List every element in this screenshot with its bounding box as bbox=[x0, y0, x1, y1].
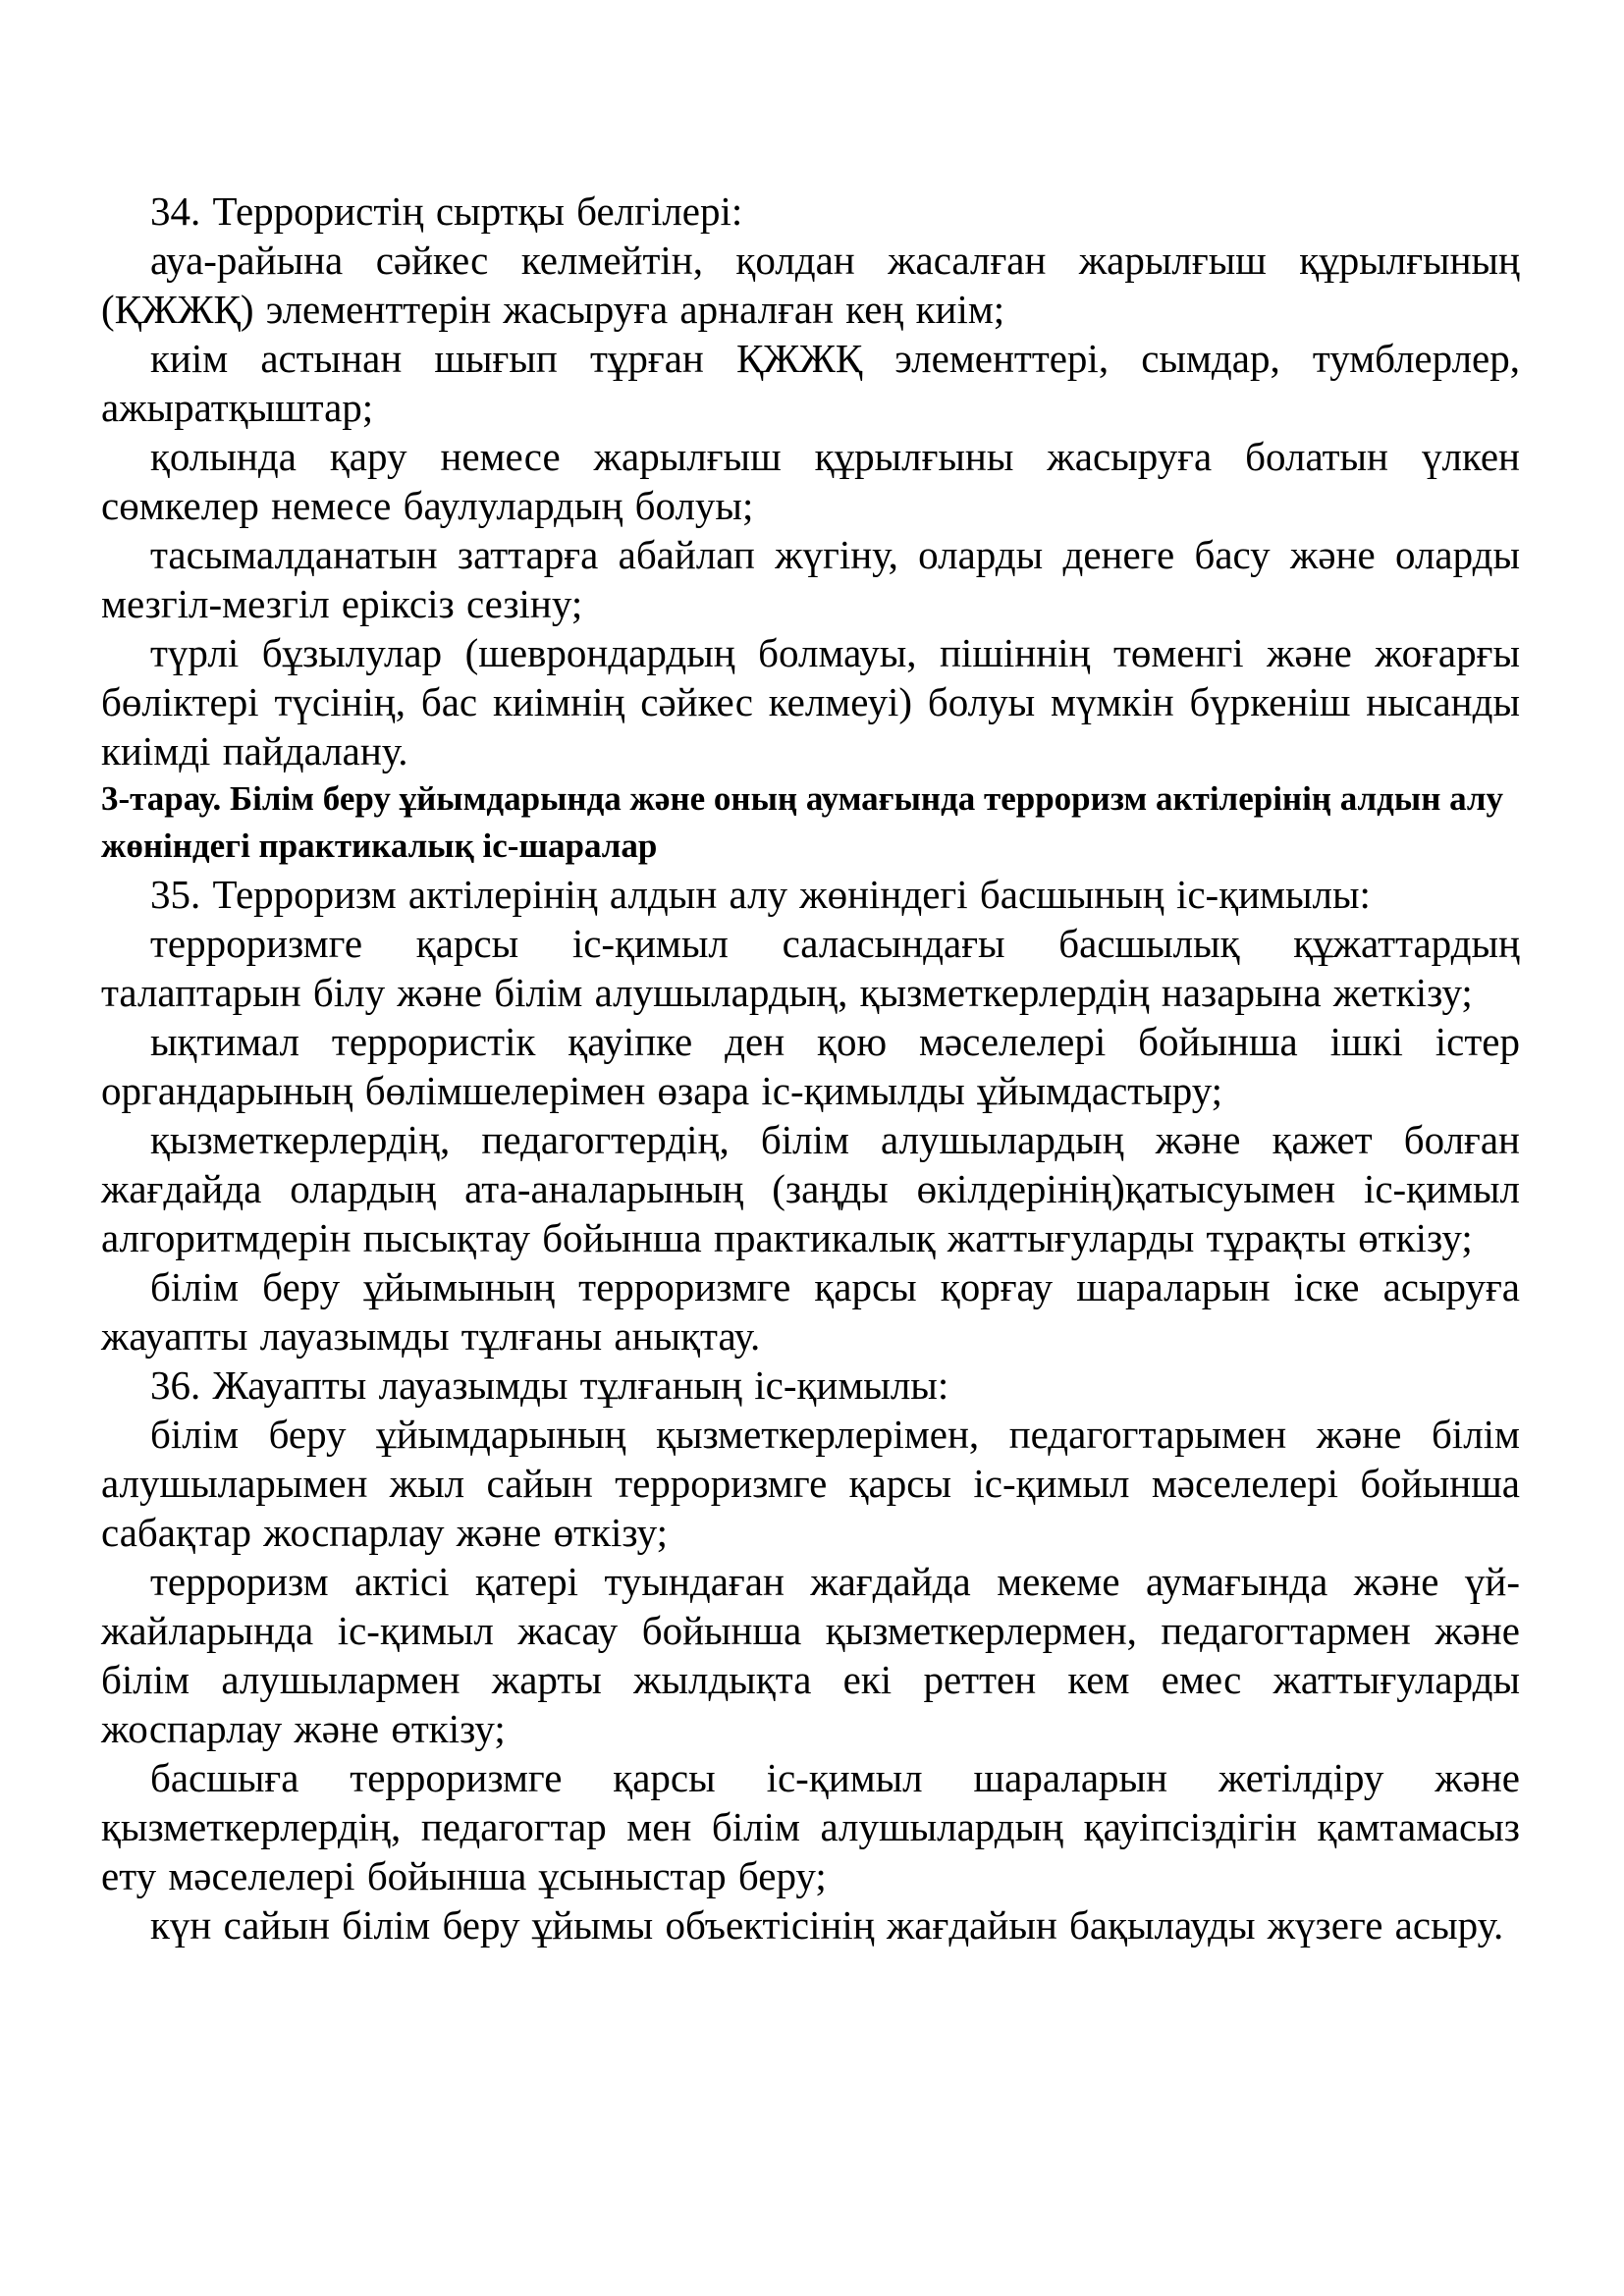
paragraph: ықтимал террористік қауіпке ден қою мәселелері бойынша ішкі істер органдарының бөлімшелерімен өзара іс-қимылды ұйымдастыру; bbox=[101, 1019, 1520, 1113]
paragraph: 35. Терроризм актілерінің алдын алу жөніндегі басшының іс-қимылы: bbox=[150, 872, 1371, 917]
paragraph: терроризм актісі қатері туындаған жағдайда мекеме аумағында және үй-жайларында іс-қимыл жасау бойынша қызметкерлермен, педагогтармен және білім алушылармен жарты жылдықта екі реттен кем емес жаттығуларды жоспарлау және өткізу; bbox=[101, 1559, 1520, 1751]
paragraph: терроризмге қарсы іс-қимыл саласындағы басшылық құжаттардың талаптарын білу және білім алушылардың, қызметкерлердің назарына жеткізу; bbox=[101, 921, 1520, 1015]
paragraph: білім беру ұйымдарының қызметкерлерімен, педагогтарымен және білім алушыларымен жыл сайын терроризмге қарсы іс-қимыл мәселелері бойынша сабақтар жоспарлау және өткізу; bbox=[101, 1412, 1520, 1555]
paragraph: түрлі бұзылулар (шеврондардың болмауы, пішіннің төменгі және жоғарғы бөліктері түсінің, бас киімнің сәйкес келмеуі) болуы мүмкін бүркеніш нысанды киімді пайдалану. bbox=[101, 630, 1520, 774]
paragraph: білім беру ұйымының терроризмге қарсы қорғау шараларын іске асыруға жауапты лауазымды тұлғаны анықтау. bbox=[101, 1264, 1520, 1359]
paragraph: басшыға терроризмге қарсы іс-қимыл шараларын жетілдіру және қызметкерлердің, педагогтар мен білім алушылардың қауіпсіздігін қамтамасыз ету мәселелері бойынша ұсыныстар беру; bbox=[101, 1755, 1520, 1898]
paragraph: 34. Террористің сыртқы белгілері: bbox=[150, 188, 743, 234]
paragraph: ауа-райына сәйкес келмейтін, қолдан жасалған жарылғыш құрылғының (ҚЖЖҚ) элементтерін жасыруға арналған кең киім; bbox=[101, 238, 1520, 332]
chapter-heading: 3-тарау. Білім беру ұйымдарында және оның аумағында терроризм актілерінің алдын алу жөніндегі практикалық іс-шаралар bbox=[101, 779, 1504, 865]
paragraph: қызметкерлердің, педагогтердің, білім алушылардың және қажет болған жағдайда олардың ата-аналарының (заңды өкілдерінің)қатысуымен іс-қимыл алгоритмдерін пысықтау бойынша практикалық жаттығуларды тұрақты өткізу; bbox=[101, 1117, 1520, 1260]
document-text-block bbox=[101, 187, 1520, 1949]
paragraph: тасымалданатын заттарға абайлап жүгіну, оларды денеге басу және оларды мезгіл-мезгіл еріксіз сезіну; bbox=[101, 532, 1520, 626]
paragraph: киім астынан шығып тұрған ҚЖЖҚ элементтері, сымдар, тумблерлер, ажыратқыштар; bbox=[101, 336, 1520, 430]
paragraph: күн сайын білім беру ұйымы объектісінің жағдайын бақылауды жүзеге асыру. bbox=[150, 1902, 1504, 1948]
paragraph: қолында қару немесе жарылғыш құрылғыны жасыруға болатын үлкен сөмкелер немесе баулулардың болуы; bbox=[101, 434, 1520, 528]
paragraph: 36. Жауапты лауазымды тұлғаның іс-қимылы: bbox=[150, 1362, 949, 1408]
